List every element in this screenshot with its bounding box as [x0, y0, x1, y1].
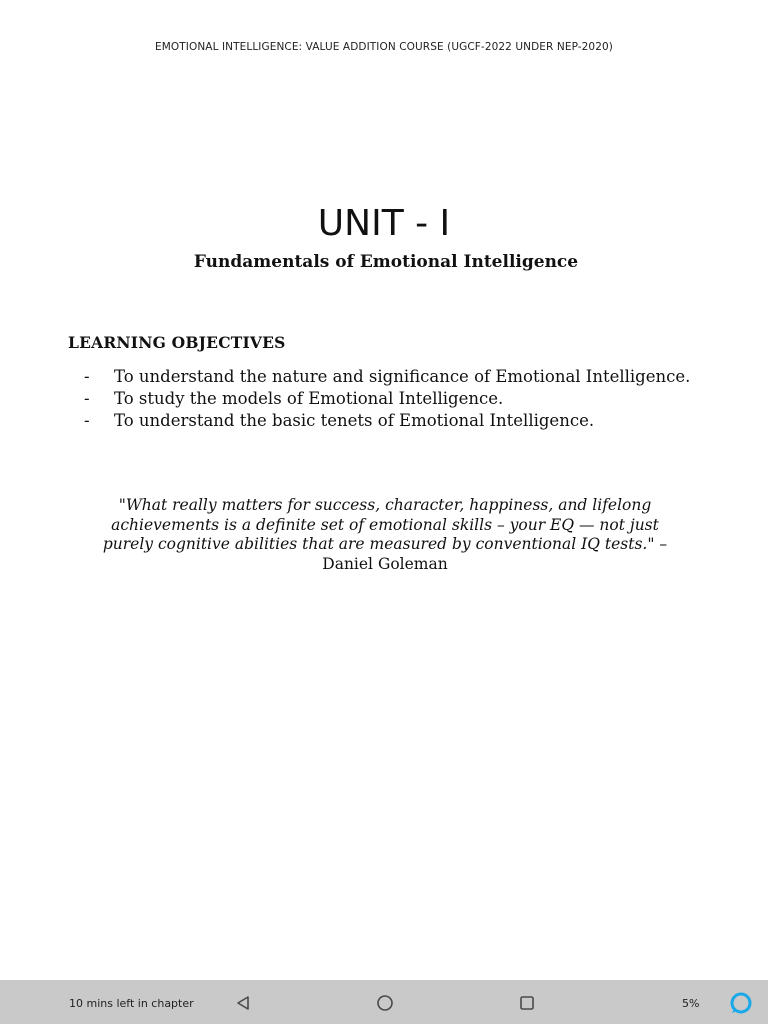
back-button[interactable]	[231, 991, 255, 1015]
unit-title: UNIT - I	[317, 203, 451, 244]
list-item	[80, 366, 720, 388]
reading-progress-percent: 5%	[682, 997, 700, 1010]
list-dash: -	[84, 367, 90, 386]
reader-bottom-bar	[0, 980, 768, 1024]
unit-subtitle: Fundamentals of Emotional Intelligence	[193, 252, 579, 272]
recent-apps-button[interactable]	[515, 991, 539, 1015]
list-item	[80, 410, 720, 432]
home-button[interactable]	[373, 991, 397, 1015]
learning-objectives-list	[80, 366, 720, 432]
list-dash: -	[84, 389, 90, 408]
quote-attribution: – Daniel Goleman	[322, 535, 668, 573]
learning-objectives-heading: LEARNING OBJECTIVES	[68, 333, 286, 352]
list-item	[80, 388, 720, 410]
objective-text: To understand the basic tenets of Emotional Intelligence.	[114, 411, 595, 430]
circle-home-icon	[376, 994, 394, 1012]
triangle-back-icon	[235, 995, 251, 1011]
assistant-ring-icon	[729, 991, 753, 1015]
epigraph-quote	[100, 496, 670, 574]
running-header: EMOTIONAL INTELLIGENCE: VALUE ADDITION COURSE (UGCF-2022 UNDER NEP-2020)	[155, 41, 613, 53]
square-recent-apps-icon	[519, 995, 535, 1011]
assistant-button[interactable]	[729, 991, 753, 1015]
quote-text: "What really matters for success, character, happiness, and lifelong achievements is a definite set of emotional skills – your EQ — not just purely cognitive abilities that are measured by conventional IQ tests."	[102, 496, 659, 553]
objective-text: To understand the nature and significance of Emotional Intelligence.	[114, 367, 691, 386]
objective-text: To study the models of Emotional Intelligence.	[114, 389, 504, 408]
list-dash: -	[84, 411, 90, 430]
time-left-in-chapter: 10 mins left in chapter	[69, 997, 194, 1010]
